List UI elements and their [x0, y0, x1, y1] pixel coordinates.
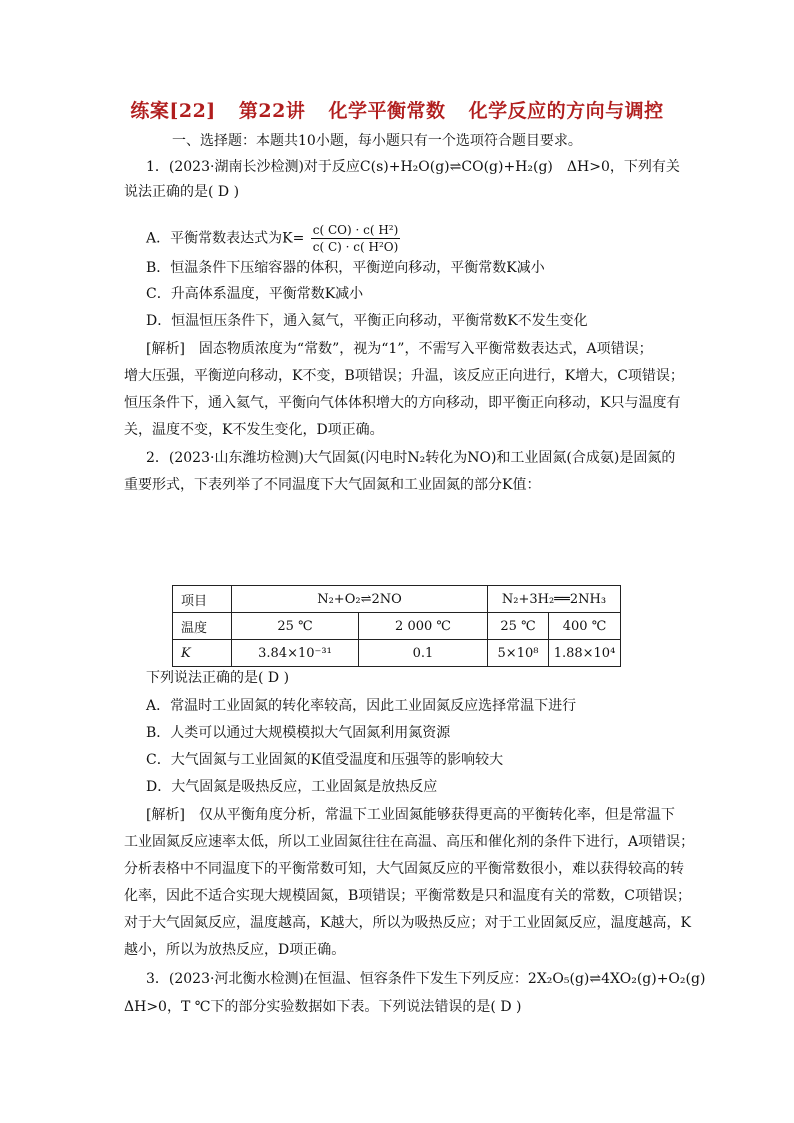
q1-option-d: D．恒温恒压条件下，通入氦气，平衡正向移动，平衡常数K不发生变化 [146, 313, 588, 329]
table-cell: 项目 [173, 586, 232, 613]
table-cell: 0.1 [359, 640, 488, 667]
table-cell: 3.84×10⁻³¹ [232, 640, 359, 667]
table-cell: N₂+3H₂══2NH₃ [488, 586, 621, 613]
table-cell: 5×10⁸ [488, 640, 549, 667]
title-lecture-no: 第22讲 [238, 100, 306, 122]
q1-option-a [146, 222, 400, 255]
table-row [173, 613, 621, 640]
title-topic-1: 化学平衡常数 [328, 100, 446, 122]
k-value-table [172, 585, 621, 667]
section-heading: 一、选择题：本题共10小题，每小题只有一个选项符合题目要求。 [172, 133, 582, 149]
q2-analysis-line-6: 越小，所以为放热反应，D项正确。 [124, 942, 346, 958]
q2-option-b: B．人类可以通过大规模模拟大气固氮利用氮资源 [146, 725, 451, 741]
q2-prompt: 下列说法正确的是( D ) [146, 670, 290, 686]
q2-option-d: D．大气固氮是吸热反应，工业固氮是放热反应 [146, 779, 438, 795]
table-row [173, 640, 621, 667]
q2-analysis-line-2: 工业固氮反应速率太低，所以工业固氮往往在高温、高压和催化剂的条件下进行，A项错误； [124, 834, 695, 850]
q2-option-a: A．常温时工业固氮的转化率较高，因此工业固氮反应选择常温下进行 [146, 698, 577, 714]
q2-analysis-line-5: 对于大气固氮反应，温度越高，K越大，所以为吸热反应；对于工业固氮反应，温度越高，K [124, 915, 691, 931]
page-title [0, 96, 794, 123]
table-cell: K [173, 640, 232, 667]
q1-analysis-line-3: 恒压条件下，通入氦气，平衡向气体体积增大的方向移动，即平衡正向移动，K只与温度有 [124, 395, 681, 411]
table-cell: 温度 [173, 613, 232, 640]
q1-stem-line-2: 说法正确的是( D ) [124, 184, 240, 200]
fraction-numerator: c( CO) · c( H²) [312, 223, 399, 237]
q2-stem-line-1: 2．(2023·山东潍坊检测)大气固氮(闪电时N₂转化为NO)和工业固氮(合成氨)是固氮的 [146, 450, 676, 466]
q1-option-b: B．恒温条件下压缩容器的体积，平衡逆向移动，平衡常数K减小 [146, 260, 545, 276]
k-expression-fraction [311, 222, 401, 255]
q1-option-a-text: A．平衡常数表达式为K= [146, 230, 305, 247]
table-cell: N₂+O₂⇌2NO [232, 586, 488, 613]
q1-analysis-line-2: 增大压强，平衡逆向移动，K不变，B项错误；升温，该反应正向进行，K增大，C项错误； [124, 368, 684, 384]
table-cell: 25 ℃ [232, 613, 359, 640]
table-cell: 400 ℃ [549, 613, 621, 640]
q2-analysis-line-4: 化率，因此不适合实现大规模固氮，B项错误；平衡常数是只和温度有关的常数，C项错误； [124, 888, 691, 904]
q2-stem-line-2: 重要形式，下表列举了不同温度下大气固氮和工业固氮的部分K值： [124, 477, 541, 493]
q3-stem-line-2: ΔH>0，T ℃下的部分实验数据如下表。下列说法错误的是( D ) [124, 999, 522, 1015]
table-cell: 25 ℃ [488, 613, 549, 640]
table-cell: 1.88×10⁴ [549, 640, 621, 667]
q1-stem-line-1: 1．(2023·湖南长沙检测)对于反应C(s)+H₂O(g)⇌CO(g)+H₂(g) ΔH>0，下列有关 [146, 159, 680, 175]
q2-analysis-line-3: 分析表格中不同温度下的平衡常数可知，大气固氮反应的平衡常数很小，难以获得较高的转 [124, 861, 684, 877]
q2-analysis-line-1: [解析] 仅从平衡角度分析，常温下工业固氮能够获得更高的平衡转化率，但是常温下 [146, 807, 675, 823]
q1-analysis-line-4: 关，温度不变，K不发生变化，D项正确。 [124, 422, 384, 438]
q1-analysis-line-1: [解析] 固态物质浓度为“常数”，视为“1”，不需写入平衡常数表达式，A项错误； [146, 341, 653, 357]
table-row [173, 586, 621, 613]
q3-stem-line-1: 3．(2023·河北衡水检测)在恒温、恒容条件下发生下列反应：2X₂O₅(g)⇌4XO₂(g)+O₂(g) [146, 971, 706, 987]
title-topic-2: 化学反应的方向与调控 [468, 100, 664, 122]
q2-option-c: C．大气固氮与工业固氮的K值受温度和压强等的影响较大 [146, 752, 504, 768]
table-cell: 2 000 ℃ [359, 613, 488, 640]
q1-option-c: C．升高体系温度，平衡常数K减小 [146, 286, 364, 302]
fraction-denominator: c( C) · c( H²O) [312, 240, 399, 254]
title-exercise-no: 练案[22] [130, 100, 216, 122]
